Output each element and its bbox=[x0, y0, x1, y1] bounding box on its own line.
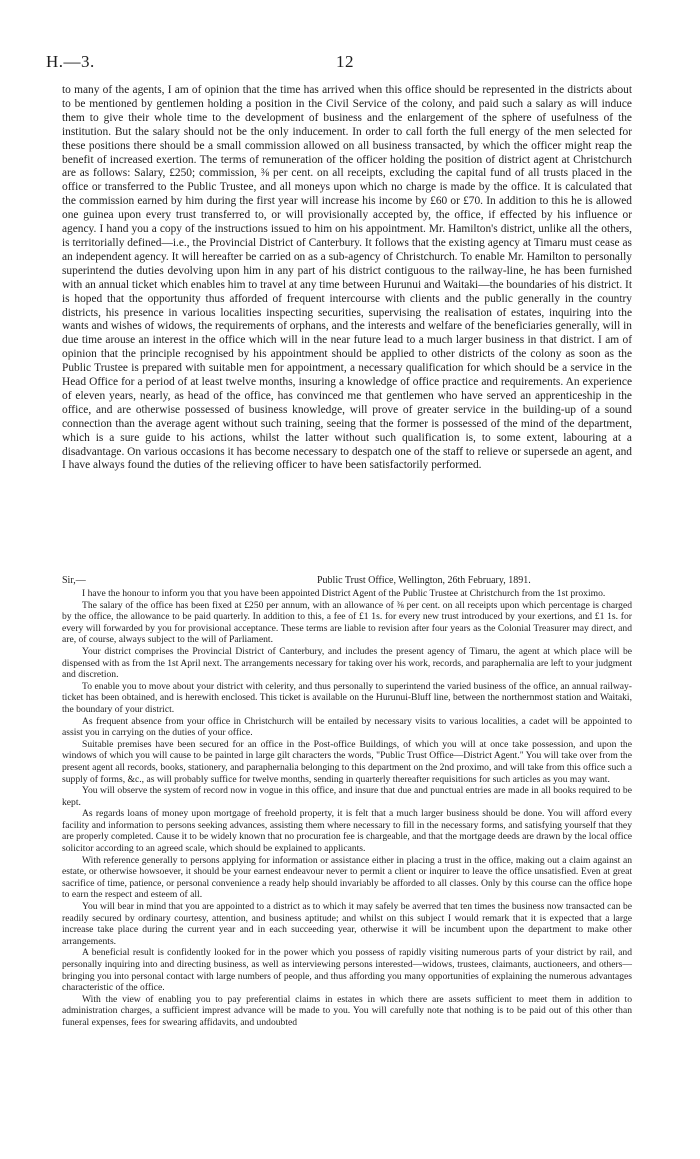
letter-salutation: Sir,— bbox=[62, 575, 86, 586]
letter-paragraph: A beneficial result is confidently looked for in the power which you possess of rapidly visiting numerous parts of your district by rail, and personally inquiring into and directing business, as well as interviewing persons interested—widows, trustees, claimants, auctioneers, and others—bringing you into personal contact with large numbers of people, and thus affording you many opportunities of explaining the numerous advantages characteristic of the office. bbox=[62, 947, 632, 994]
letter-paragraph: Suitable premises have been secured for an office in the Post-office Buildings, of which you will at once take possession, and upon the windows of which you will cause to be painted in large gilt characters the words, "Public Trust Office—District Agent." You will take over from the present agent all records, books, stationery, and paraphernalia belonging to this department on the 2nd proximo, and will take from this office such a supply of forms, &c., as will probably suffice for twelve months, sending in quarterly thereafter requisitions for such articles as you may want. bbox=[62, 738, 632, 785]
letter-paragraph: You will observe the system of record now in vogue in this office, and insure that due and punctual entries are made in all books required to be kept. bbox=[62, 785, 632, 808]
appointment-letter bbox=[62, 575, 632, 1029]
letter-paragraph: As regards loans of money upon mortgage of freehold property, it is felt that a much larger business should be done. You will afford every facility and information to persons seeking advances, assisting them where necessary to fill in the necessary forms, and satisfying yourself that they are properly completed. Cause it to be widely known that no procuration fee is chargeable, and that the mortgage deeds are drawn by the local office solicitor according to an agreed scale, which should be explained to applicants. bbox=[62, 808, 632, 855]
letter-paragraph: Your district comprises the Provincial District of Canterbury, and includes the present agency of Timaru, the agent at which place will be dispensed with as from the 1st April next. The arrangements necessary for taking over his work, records, and paraphernalia are left to your judgment and discretion. bbox=[62, 645, 632, 681]
report-body bbox=[62, 84, 632, 473]
letter-address-date: Public Trust Office, Wellington, 26th February, 1891. bbox=[317, 575, 531, 586]
letter-paragraph: The salary of the office has been fixed at £250 per annum, with an allowance of ⅜ per cent. on all receipts upon which percentage is charged by the office, the allowance to be paid quarterly. In addition to this, a fee of £1 1s. for every new trust introduced by your exertions, and £1 1s. for every will forwarded by you for provisional acceptance. These terms are liable to revision after four years as the Colonial Treasurer may direct, and are, of course, always subject to the will of Parliament. bbox=[62, 599, 632, 646]
report-paragraph: to many of the agents, I am of opinion that the time has arrived when this office should be represented in the districts about to be mentioned by gentlemen holding a position in the Civil Service of the colony, and paid such a salary as will induce them to give their whole time to the development of business and the enlargement of the sphere of usefulness of the institution. But the salary should not be the only inducement. In order to call forth the full energy of the men selected for these positions there should be a small commission allowed on all business transacted, by which the officer might reap the benefit of increased exertion. The terms of remuneration of the officer holding the position of district agent at Christchurch are as follows: Salary, £250; commission, ⅜ per cent. on all receipts, excluding the capital fund of all trusts placed in the office or transferred to the Public Trustee, and all moneys upon which no charge is made by the office. It is calculated that the commission earned by him during the first year will increase his income by £60 or £70. In addition to this he is allowed one guinea upon every trust transferred to, or will provisionally accepted by, the office, if effected by his influence or agency. I hand you a copy of the instructions issued to him on his appointment. Mr. Hamilton's district, unlike all the others, is territorially defined—i.e., the Provincial District of Canterbury. It follows that the existing agency at Timaru must cease as an independent agency. It will hereafter be carried on as a sub-agency of Christchurch. To enable Mr. Hamilton to personally superintend the duties devolving upon him in any part of his district contiguous to the railway-line, he has been furnished with an annual ticket which enables him to travel at any time between Hurunui and Waitaki—the boundaries of his district. It is hoped that the opportunity thus afforded of frequent intercourse with clients and the public generally in the country districts, his presence in various localities inspecting securities, supervising the realisation of estates, inquiring into the wants and wishes of widows, the requirements of orphans, and the interests and welfare of the beneficiaries generally, will in due time arouse an interest in the office which will in the near future lead to a much larger business in that district. I am of opinion that the principle recognised by his appointment should be applied to other districts of the colony as soon as the Public Trustee is prepared with suitable men for appointment, a necessary qualification for which should be a service in the Head Office for a period of at least twelve months, insuring a knowledge of office practice and requirements. An experience of eleven years, nearly, as head of the office, has convinced me that gentlemen who have served an apprenticeship in the office, and are otherwise possessed of business knowledge, will prove of greater service in the building-up of a sound connection than the average agent without such training, seeing that the former is possessed of the mind of the department, which is a sure guide to his actions, whilst the latter without such qualification is, to some extent, labouring at a disadvantage. On various occasions it has become necessary to despatch one of the staff to relieve or supersede an agent, and I have always found the duties of the relieving officer to have been satisfactorily performed. bbox=[62, 84, 632, 472]
document-reference: H.—3. bbox=[46, 52, 95, 71]
page-header bbox=[46, 52, 640, 74]
letter-paragraph: To enable you to move about your district with celerity, and thus personally to superintend the varied business of the office, an annual railway-ticket has been obtained, and is herewith enclosed. This ticket is available on the Hurunui-Bluff line, between the northernmost station and Waitaki, the boundary of your district. bbox=[62, 680, 632, 715]
letter-paragraph: You will bear in mind that you are appointed to a district as to which it may safely be averred that ten times the business now transacted can be readily secured by ordinary courtesy, attention, and business aptitude; and whilst on this subject I would remark that it is expected that a large increase take place during the current year and in each succeeding year, otherwise it will be incumbent upon the department to make other arrangements. bbox=[62, 901, 632, 947]
letter-paragraph: With reference generally to persons applying for information or assistance either in placing a trust in the office, making out a claim against an estate, or otherwise howsoever, it should be your earnest endeavour never to permit a client or inquirer to leave the office unsatisfied. Even at great sacrifice of time, patience, or personal convenience a ready help should invariably be afforded to all classes. Only by this course can the office hope to earn the respect and esteem of all. bbox=[62, 854, 632, 901]
letter-paragraph: I have the honour to inform you that you have been appointed District Agent of the Public Trustee at Christchurch from the 1st proximo. bbox=[82, 588, 606, 599]
letter-heading bbox=[62, 575, 632, 588]
letter-paragraph: With the view of enabling you to pay preferential claims in estates in which there are assets sufficient to meet them in addition to administration charges, a sufficient imprest advance will be made to you. You will carefully note that nothing is to be paid out of this other than funeral expenses, fees for swearing affidavits, and undoubted bbox=[62, 993, 632, 1028]
letter-paragraph: As frequent absence from your office in Christchurch will be entailed by necessary visits to various localities, a cadet will be appointed to assist you in carrying on the duties of your office. bbox=[62, 715, 632, 739]
page-number: 12 bbox=[336, 52, 354, 71]
